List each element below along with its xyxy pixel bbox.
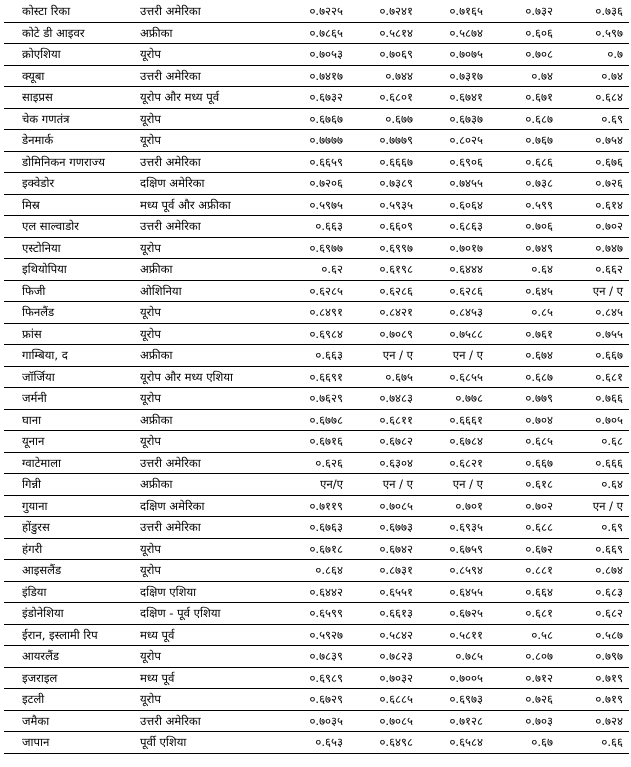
value-cell: ०.६६४ (489, 581, 559, 603)
value-cell: ०.६२८६ (419, 280, 489, 302)
value-cell: ०.६७३७ (419, 108, 489, 130)
value-cell: ०.७२६ (559, 173, 629, 195)
value-cell: ०.६०६ (489, 22, 559, 44)
value-cell: ०.७१२८ (419, 710, 489, 732)
value-cell: ०.६४५ (489, 280, 559, 302)
value-cell: ०.७२६ (489, 689, 559, 711)
value-cell: ०.६८२ (559, 603, 629, 625)
region-cell: पूर्वी एशिया (136, 732, 279, 754)
table-row (4, 1, 629, 22)
table-row (4, 366, 629, 388)
value-cell: ०.७५८८ (419, 323, 489, 345)
country-cell: क्रोएशिया (4, 44, 136, 66)
table-row (4, 538, 629, 560)
value-cell: ०.६७२९ (279, 689, 349, 711)
value-cell: ०.६७४२ (349, 538, 419, 560)
value-cell: ०.५९३५ (349, 194, 419, 216)
country-cell: चेक गणतंत्र (4, 108, 136, 130)
value-cell: ०.६१८ (489, 474, 559, 496)
table-row (4, 710, 629, 732)
value-cell: ०.७०७५ (419, 44, 489, 66)
country-cell: इटली (4, 689, 136, 711)
value-cell: ०.८०२५ (419, 130, 489, 152)
country-cell: डेनमार्क (4, 130, 136, 152)
region-cell: अफ्रीका (136, 345, 279, 367)
value-cell: ०.६९३५ (419, 517, 489, 539)
value-cell: ०.७०५३ (279, 44, 349, 66)
region-cell: यूरोप और मध्य पूर्व (136, 87, 279, 109)
value-cell: ०.६८८ (489, 517, 559, 539)
value-cell: ०.५८४२ (349, 624, 419, 646)
value-cell: ०.६६०९ (349, 216, 419, 238)
country-cell: इजराइल (4, 667, 136, 689)
value-cell: ०.७११९ (279, 495, 349, 517)
value-cell: ०.६७१६ (279, 431, 349, 453)
value-cell: ०.६६९१ (279, 366, 349, 388)
value-cell: ०.६७७८ (279, 409, 349, 431)
value-cell: ०.६७२ (489, 538, 559, 560)
value-cell: ०.६२८६ (349, 280, 419, 302)
value-cell: ०.६८११ (349, 409, 419, 431)
value-cell: ०.६४५५ (419, 581, 489, 603)
value-cell: ०.६८१ (489, 603, 559, 625)
value-cell: ०.६६२ (559, 259, 629, 281)
value-cell: ०.६४ (559, 474, 629, 496)
country-cell: एस्टोनिया (4, 237, 136, 259)
region-cell: उत्तरी अमेरिका (136, 517, 279, 539)
value-cell: ०.७२४१ (349, 1, 419, 22)
value-cell: ०.६८ (559, 431, 629, 453)
value-cell: ०.६६५९ (279, 151, 349, 173)
value-cell: ०.७०८५ (349, 710, 419, 732)
value-cell: ०.६८०१ (349, 87, 419, 109)
table-row (4, 22, 629, 44)
value-cell: ०.७७९ (489, 388, 559, 410)
value-cell: ०.७४ (559, 65, 629, 87)
value-cell: ०.६९८४ (279, 323, 349, 345)
value-cell: ०.६८३ (559, 581, 629, 603)
value-cell: ०.६७ (489, 732, 559, 754)
value-cell: ०.६८५५ (419, 366, 489, 388)
table-row (4, 388, 629, 410)
value-cell: ०.८०७ (489, 646, 559, 668)
table-row (4, 409, 629, 431)
value-cell: ०.७६२९ (279, 388, 349, 410)
table-row (4, 689, 629, 711)
region-cell: उत्तरी अमेरिका (136, 710, 279, 732)
value-cell: ०.६८५ (489, 431, 559, 453)
value-cell: ०.७ (559, 44, 629, 66)
region-cell: यूरोप (136, 689, 279, 711)
value-cell: ०.६९९७ (349, 237, 419, 259)
country-cell: हंगरी (4, 538, 136, 560)
value-cell: ०.७४५५ (419, 173, 489, 195)
value-cell: ०.६४४४ (419, 259, 489, 281)
region-cell: यूरोप (136, 44, 279, 66)
value-cell: ०.५८७४ (419, 22, 489, 44)
table-row (4, 237, 629, 259)
value-cell: ०.७५५ (559, 323, 629, 345)
value-cell: ०.७८२३ (349, 646, 419, 668)
region-cell: यूरोप (136, 302, 279, 324)
table-row (4, 646, 629, 668)
country-cell: जर्मनी (4, 388, 136, 410)
value-cell: ०.६९०६ (419, 151, 489, 173)
region-cell: यूरोप (136, 431, 279, 453)
value-cell: ०.७१९ (559, 667, 629, 689)
value-cell: ०.६८८५ (349, 689, 419, 711)
table-row (4, 431, 629, 453)
value-cell: ०.७७७९ (349, 130, 419, 152)
value-cell: ०.६७४ (489, 345, 559, 367)
value-cell: ०.६६७ (559, 345, 629, 367)
value-cell: ०.५९२७ (279, 624, 349, 646)
value-cell: ०.५९९ (489, 194, 559, 216)
region-cell: दक्षिण - पूर्व एशिया (136, 603, 279, 625)
data-table (4, 1, 629, 754)
country-cell: डोमिनिकन गणराज्य (4, 151, 136, 173)
value-cell: एन / ए (559, 280, 629, 302)
country-cell: जॉर्जिया (4, 366, 136, 388)
value-cell: ०.६१४ (559, 194, 629, 216)
region-cell: यूरोप (136, 388, 279, 410)
value-cell: ०.७६१ (489, 323, 559, 345)
country-cell: इंडोनेशिया (4, 603, 136, 625)
value-cell: ०.८४५ (559, 302, 629, 324)
value-cell: ०.६१९८ (349, 259, 419, 281)
value-cell: ०.६६३ (279, 345, 349, 367)
country-cell: फ्रांस (4, 323, 136, 345)
value-cell: ०.७४ (489, 65, 559, 87)
region-cell: यूरोप (136, 108, 279, 130)
value-cell: ०.७४१७ (279, 65, 349, 87)
region-cell: उत्तरी अमेरिका (136, 452, 279, 474)
value-cell: ०.६९७३ (419, 689, 489, 711)
value-cell: ०.८५९४ (419, 560, 489, 582)
region-cell: अफ्रीका (136, 22, 279, 44)
value-cell: ०.६८२१ (419, 452, 489, 474)
value-cell: ०.६५८४ (419, 732, 489, 754)
country-cell: कोस्टा रिका (4, 1, 136, 22)
table-row (4, 323, 629, 345)
table-row (4, 151, 629, 173)
region-cell: दक्षिण अमेरिका (136, 173, 279, 195)
country-cell: जमैका (4, 710, 136, 732)
value-cell: ०.६६६१ (419, 409, 489, 431)
value-cell: ०.६५५१ (349, 581, 419, 603)
value-cell: ०.७४७ (559, 237, 629, 259)
value-cell: ०.८८१ (489, 560, 559, 582)
value-cell: ०.६२८५ (279, 280, 349, 302)
country-cell: गुयाना (4, 495, 136, 517)
value-cell: ०.७२०६ (279, 173, 349, 195)
value-cell: ०.७०८५ (349, 495, 419, 517)
region-cell: यूरोप (136, 560, 279, 582)
value-cell: ०.७०८ (489, 44, 559, 66)
table-row (4, 603, 629, 625)
value-cell: ०.६६३ (279, 216, 349, 238)
value-cell: ०.६७६३ (279, 517, 349, 539)
value-cell: ०.७०३२ (349, 667, 419, 689)
value-cell: ०.६५३ (279, 732, 349, 754)
value-cell: ०.८४५३ (419, 302, 489, 324)
table-body (4, 1, 629, 753)
table-row (4, 624, 629, 646)
table-row (4, 280, 629, 302)
value-cell: ०.६७४१ (419, 87, 489, 109)
value-cell: ०.७३८ (489, 173, 559, 195)
table-row (4, 194, 629, 216)
value-cell: ०.७०४ (489, 409, 559, 431)
table-row (4, 667, 629, 689)
value-cell: ०.६६६ (559, 452, 629, 474)
table-row (4, 87, 629, 109)
value-cell: ०.६८७ (489, 366, 559, 388)
value-cell: ०.७३२ (489, 1, 559, 22)
value-cell: ०.६७५ (349, 366, 419, 388)
value-cell: ०.७७८ (419, 388, 489, 410)
region-cell: उत्तरी अमेरिका (136, 65, 279, 87)
region-cell: यूरोप और मध्य एशिया (136, 366, 279, 388)
region-cell: यूरोप (136, 237, 279, 259)
value-cell: ०.६७६७ (279, 108, 349, 130)
region-cell: उत्तरी अमेरिका (136, 216, 279, 238)
region-cell: यूरोप (136, 538, 279, 560)
value-cell: ०.७०१७ (419, 237, 489, 259)
value-cell: ०.६८६३ (419, 216, 489, 238)
value-cell: ०.६८१ (559, 366, 629, 388)
table-row (4, 474, 629, 496)
table-row (4, 130, 629, 152)
table-row (4, 302, 629, 324)
value-cell: ०.७१६५ (419, 1, 489, 22)
value-cell: ०.६२ (279, 259, 349, 281)
value-cell: ०.७५४ (559, 130, 629, 152)
region-cell: मध्य पूर्व और अफ्रीका (136, 194, 279, 216)
value-cell: ०.६६ (559, 732, 629, 754)
value-cell: ०.७०६ (489, 216, 559, 238)
value-cell: ०.७१९ (559, 689, 629, 711)
value-cell: ०.६५९९ (279, 603, 349, 625)
country-cell: कोटे डी आइवर (4, 22, 136, 44)
value-cell: ०.७८६५ (279, 22, 349, 44)
value-cell: ०.६४९८ (349, 732, 419, 754)
country-cell: ग्वाटेमाला (4, 452, 136, 474)
value-cell: ०.७२२५ (279, 1, 349, 22)
country-cell: मिस्र (4, 194, 136, 216)
country-cell: इथियोपिया (4, 259, 136, 281)
value-cell: ०.८५ (489, 302, 559, 324)
value-cell: ०.७४८३ (349, 388, 419, 410)
value-cell: ०.६७८४ (419, 431, 489, 453)
value-cell: ०.६७२५ (419, 603, 489, 625)
table-row (4, 581, 629, 603)
value-cell: ०.६२६ (279, 452, 349, 474)
region-cell: उत्तरी अमेरिका (136, 151, 279, 173)
region-cell: दक्षिण अमेरिका (136, 495, 279, 517)
country-cell: ईरान, इस्लामी रिप (4, 624, 136, 646)
value-cell: एन / ए (559, 495, 629, 517)
value-cell: ०.६८७ (489, 108, 559, 130)
table-row (4, 108, 629, 130)
value-cell: ०.७१२ (489, 667, 559, 689)
value-cell: ०.६८४ (559, 87, 629, 109)
value-cell: ०.७०३५ (279, 710, 349, 732)
value-cell: ०.७०१ (419, 495, 489, 517)
value-cell: ०.७०८९ (349, 323, 419, 345)
value-cell: ०.६९ (559, 517, 629, 539)
country-cell: फिनलैंड (4, 302, 136, 324)
value-cell: ०.६४४२ (279, 581, 349, 603)
value-cell: ०.६७७३ (349, 517, 419, 539)
value-cell: ०.७२४ (559, 710, 629, 732)
table-row (4, 732, 629, 754)
region-cell: मध्य पूर्व (136, 624, 279, 646)
value-cell: ०.७४९ (489, 237, 559, 259)
country-cell: गिन्नी (4, 474, 136, 496)
value-cell: ०.७००५ (419, 667, 489, 689)
country-cell: एल साल्वाडोर (4, 216, 136, 238)
value-cell: ०.७३८९ (349, 173, 419, 195)
value-cell: ०.६७३२ (279, 87, 349, 109)
value-cell: ०.८६४ (279, 560, 349, 582)
value-cell: ०.६६१३ (349, 603, 419, 625)
table-row (4, 173, 629, 195)
value-cell: ०.६९ (559, 108, 629, 130)
country-cell: आइसलैंड (4, 560, 136, 582)
value-cell: ०.७३१७ (419, 65, 489, 87)
value-cell: एन/ए (279, 474, 349, 496)
country-cell: जापान (4, 732, 136, 754)
value-cell: ०.७३६ (559, 1, 629, 22)
value-cell: ०.६७८२ (349, 431, 419, 453)
value-cell: ०.७६७ (489, 130, 559, 152)
country-cell: आयरलैंड (4, 646, 136, 668)
table-row (4, 44, 629, 66)
table-row (4, 259, 629, 281)
value-cell: ०.६४ (489, 259, 559, 281)
value-cell: एन / ए (349, 345, 419, 367)
region-cell: यूरोप (136, 323, 279, 345)
value-cell: ०.६८६ (489, 151, 559, 173)
table-row (4, 495, 629, 517)
value-cell: ०.७८३९ (279, 646, 349, 668)
table-row (4, 452, 629, 474)
value-cell: ०.८४९१ (279, 302, 349, 324)
region-cell: अफ्रीका (136, 474, 279, 496)
value-cell: ०.५८ (489, 624, 559, 646)
value-cell: ०.८७३१ (349, 560, 419, 582)
table-row (4, 560, 629, 582)
country-cell: यूनान (4, 431, 136, 453)
value-cell: एन / ए (349, 474, 419, 496)
value-cell: ०.६७५९ (419, 538, 489, 560)
value-cell: ०.७०५ (559, 409, 629, 431)
value-cell: ०.६९७७ (279, 237, 349, 259)
country-cell: घाना (4, 409, 136, 431)
value-cell: ०.५८७ (559, 624, 629, 646)
value-cell: ०.७६६ (559, 388, 629, 410)
value-cell: ०.८४२१ (349, 302, 419, 324)
region-cell: दक्षिण एशिया (136, 581, 279, 603)
value-cell: ०.६७७ (349, 108, 419, 130)
region-cell: अफ्रीका (136, 409, 279, 431)
country-cell: साइप्रस (4, 87, 136, 109)
region-cell: अफ्रीका (136, 259, 279, 281)
country-cell: क्यूबा (4, 65, 136, 87)
value-cell: ०.५९७ (559, 22, 629, 44)
country-cell: फिजी (4, 280, 136, 302)
value-cell: ०.६६७ (489, 452, 559, 474)
value-cell: ०.५८११ (419, 624, 489, 646)
value-cell: ०.५८१४ (349, 22, 419, 44)
region-cell: यूरोप (136, 130, 279, 152)
value-cell: ०.६९८९ (279, 667, 349, 689)
value-cell: ०.७०३ (489, 710, 559, 732)
value-cell: एन / ए (419, 345, 489, 367)
table-row (4, 517, 629, 539)
table-row (4, 216, 629, 238)
value-cell: ०.६७६ (559, 151, 629, 173)
value-cell: ०.८७४ (559, 560, 629, 582)
region-cell: मध्य पूर्व (136, 667, 279, 689)
value-cell: ०.७८५ (419, 646, 489, 668)
value-cell: ०.७४४ (349, 65, 419, 87)
country-cell: गाम्बिया, द (4, 345, 136, 367)
region-cell: यूरोप (136, 646, 279, 668)
value-cell: ०.६७१८ (279, 538, 349, 560)
value-cell: एन / ए (419, 474, 489, 496)
region-cell: उत्तरी अमेरिका (136, 1, 279, 22)
country-cell: होंडुरस (4, 517, 136, 539)
value-cell: ०.६३०४ (349, 452, 419, 474)
value-cell: ०.७७७७ (279, 130, 349, 152)
country-cell: इंडिया (4, 581, 136, 603)
value-cell: ०.५९७५ (279, 194, 349, 216)
value-cell: ०.६६९ (559, 538, 629, 560)
value-cell: ०.७०२ (559, 216, 629, 238)
value-cell: ०.६०६४ (419, 194, 489, 216)
region-cell: ओशिनिया (136, 280, 279, 302)
table-row (4, 65, 629, 87)
value-cell: ०.६६६७ (349, 151, 419, 173)
value-cell: ०.७९७ (559, 646, 629, 668)
country-cell: इक्वेडोर (4, 173, 136, 195)
value-cell: ०.७०२ (489, 495, 559, 517)
value-cell: ०.६७१ (489, 87, 559, 109)
value-cell: ०.७०६९ (349, 44, 419, 66)
table-row (4, 345, 629, 367)
